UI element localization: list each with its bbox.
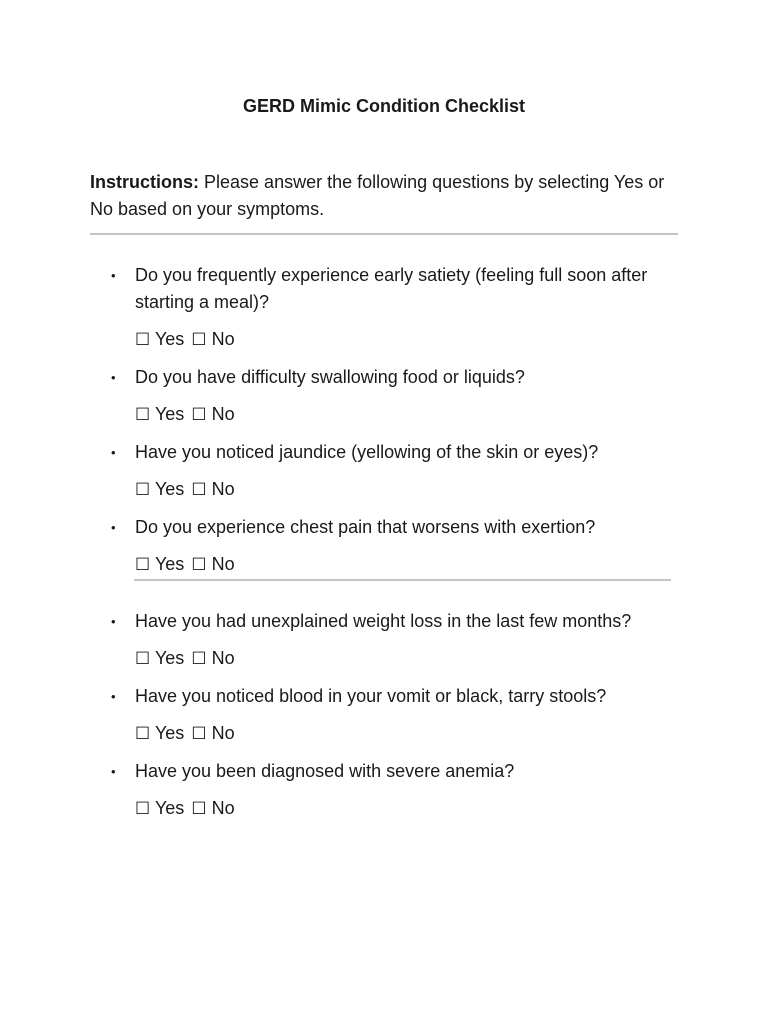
no-label: No (211, 798, 235, 818)
no-checkbox[interactable] (191, 723, 236, 743)
question-item (90, 364, 690, 429)
no-checkbox[interactable] (191, 798, 236, 818)
no-label: No (211, 329, 235, 349)
yes-label: Yes (154, 479, 185, 499)
checkbox-icon: ☐ (191, 555, 207, 575)
no-label: No (211, 479, 235, 499)
instructions (90, 169, 680, 223)
page-title: GERD Mimic Condition Checklist (242, 96, 526, 116)
no-checkbox[interactable] (191, 404, 236, 424)
question-list-2 (90, 608, 690, 823)
no-checkbox[interactable] (191, 479, 236, 499)
question-text: Do you frequently experience early satiety (feeling full soon after starting a meal)? (135, 265, 648, 312)
yes-checkbox[interactable] (135, 404, 186, 424)
bullet: • (111, 614, 116, 629)
yes-label: Yes (154, 723, 185, 743)
bullet: • (111, 520, 116, 535)
checkbox-icon: ☐ (135, 555, 151, 575)
question-item (90, 758, 690, 823)
answer-options (135, 720, 690, 748)
answer-options (135, 326, 690, 354)
question-item (90, 262, 690, 354)
question-list-1 (90, 262, 690, 579)
yes-label: Yes (154, 404, 185, 424)
checkbox-icon: ☐ (191, 724, 207, 744)
bullet: • (111, 370, 116, 385)
question-item (90, 439, 690, 504)
yes-label: Yes (154, 554, 185, 574)
yes-label: Yes (154, 648, 185, 668)
question-item (90, 683, 690, 748)
yes-checkbox[interactable] (135, 479, 186, 499)
bullet: • (111, 764, 116, 779)
no-label: No (211, 404, 235, 424)
checkbox-icon: ☐ (191, 799, 207, 819)
checkbox-icon: ☐ (135, 405, 151, 425)
no-label: No (211, 554, 235, 574)
checkbox-icon: ☐ (135, 330, 151, 350)
yes-checkbox[interactable] (135, 648, 186, 668)
yes-checkbox[interactable] (135, 798, 186, 818)
answer-options (135, 551, 690, 579)
no-checkbox[interactable] (191, 648, 236, 668)
bullet: • (111, 268, 116, 283)
checkbox-icon: ☐ (135, 799, 151, 819)
bullet: • (111, 689, 116, 704)
question-text: Have you been diagnosed with severe anemia? (135, 761, 515, 781)
checkbox-icon: ☐ (191, 649, 207, 669)
checkbox-icon: ☐ (191, 330, 207, 350)
yes-checkbox[interactable] (135, 723, 186, 743)
question-text: Do you experience chest pain that worsens with exertion? (135, 517, 596, 537)
bullet: • (111, 445, 116, 460)
yes-checkbox[interactable] (135, 329, 186, 349)
no-label: No (211, 648, 235, 668)
question-text: Have you noticed jaundice (yellowing of the skin or eyes)? (135, 442, 599, 462)
no-label: No (211, 723, 235, 743)
no-checkbox[interactable] (191, 329, 236, 349)
checkbox-icon: ☐ (135, 649, 151, 669)
instructions-label: Instructions: (90, 172, 200, 192)
yes-label: Yes (154, 329, 185, 349)
yes-checkbox[interactable] (135, 554, 186, 574)
checkbox-icon: ☐ (135, 724, 151, 744)
question-text: Have you had unexplained weight loss in the last few months? (135, 611, 632, 631)
question-text: Do you have difficulty swallowing food or liquids? (135, 367, 525, 387)
divider-middle (134, 579, 671, 581)
divider-top (90, 233, 678, 235)
checkbox-icon: ☐ (191, 480, 207, 500)
yes-label: Yes (154, 798, 185, 818)
answer-options (135, 645, 690, 673)
question-item (90, 514, 690, 579)
checkbox-icon: ☐ (191, 405, 207, 425)
answer-options (135, 795, 690, 823)
question-text: Have you noticed blood in your vomit or black, tarry stools? (135, 686, 607, 706)
checkbox-icon: ☐ (135, 480, 151, 500)
instructions-text: Please answer the following questions by selecting Yes or No based on your symptoms. (90, 172, 665, 219)
answer-options (135, 401, 690, 429)
answer-options (135, 476, 690, 504)
no-checkbox[interactable] (191, 554, 236, 574)
question-item (90, 608, 690, 673)
